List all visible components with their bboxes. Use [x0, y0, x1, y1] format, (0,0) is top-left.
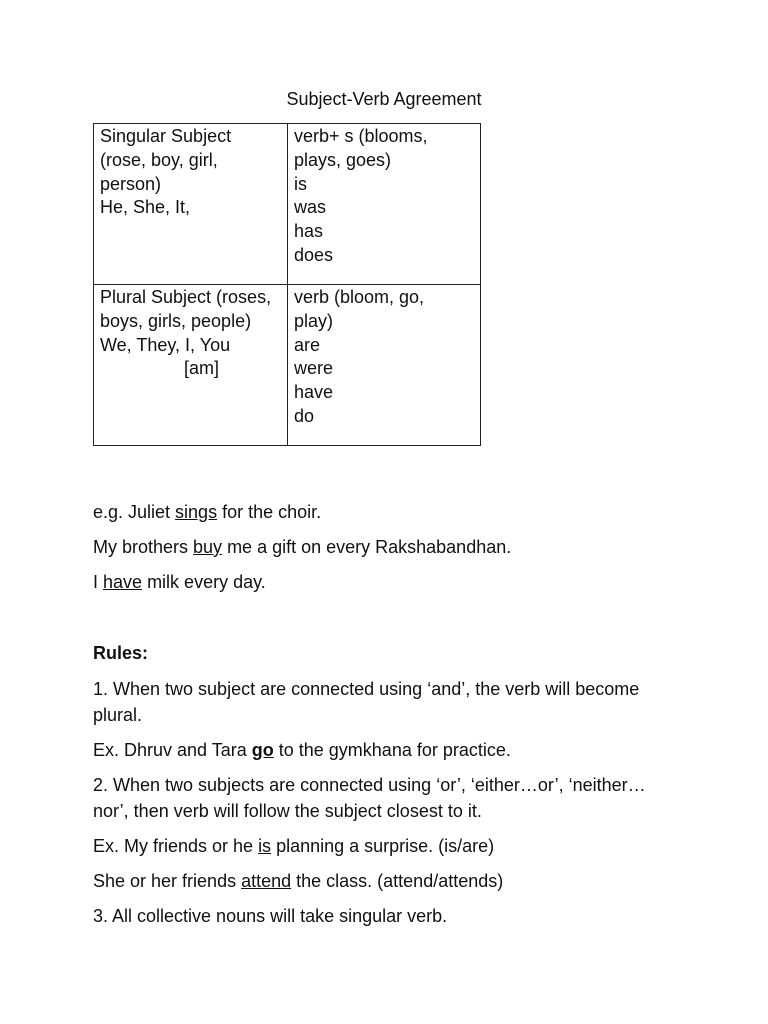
underlined-verb: buy [193, 537, 223, 557]
rule-1-example [93, 737, 693, 763]
underlined-verb: have [103, 572, 143, 592]
text-run: e.g. Juliet [93, 502, 176, 522]
cell-line: play) [294, 310, 334, 331]
cell-line: plays, goes) [294, 149, 392, 170]
rule-1 [93, 676, 693, 728]
cell-line: was [294, 197, 327, 218]
singular-subject-cell [94, 124, 288, 285]
cell-line: has [294, 221, 324, 242]
rule-2-example [93, 868, 693, 894]
rule-line: 1. When two subject are connected using ‘and’, the verb will become [93, 679, 640, 699]
cell-line: (rose, boy, girl, [100, 149, 218, 170]
text-run: Ex. My friends or he [93, 836, 259, 856]
rule-line: nor’, then verb will follow the subject closest to it. [93, 801, 482, 821]
cell-line: are [294, 334, 321, 355]
page-title: Subject-Verb Agreement [286, 89, 482, 109]
cell-line: person) [100, 173, 162, 194]
rules-heading: Rules: [93, 643, 149, 663]
rule-2-example [93, 833, 693, 859]
subject-verb-table [93, 123, 481, 446]
cell-line: [am] [184, 358, 220, 379]
underlined-verb: sings [175, 502, 218, 522]
text-run: Ex. Dhruv and Tara [93, 740, 252, 760]
rule-line: 2. When two subjects are connected using ‘or’, ‘either…or’, ‘neither… [93, 775, 646, 795]
cell-line: do [294, 405, 315, 426]
text-run: My brothers [93, 537, 194, 557]
example-sentence [93, 569, 693, 595]
text-run: I [93, 572, 104, 592]
text-run: planning a surprise. (is/are) [271, 836, 495, 856]
cell-line: boys, girls, people) [100, 310, 252, 331]
rule-line: plural. [93, 705, 143, 725]
underlined-verb: attend [241, 871, 292, 891]
cell-line: have [294, 382, 334, 403]
underlined-verb: is [258, 836, 272, 856]
text-run: the class. (attend/attends) [291, 871, 504, 891]
cell-line: is [294, 173, 307, 194]
cell-line: verb (bloom, go, [294, 287, 425, 307]
cell-line: He, She, It, [100, 197, 191, 218]
example-sentence [93, 534, 693, 560]
cell-line: We, They, I, You [100, 334, 231, 355]
cell-line: verb+ s (blooms, [294, 126, 428, 146]
underlined-verb: go [251, 740, 274, 760]
example-sentence [93, 499, 693, 525]
rule-3: 3. All collective nouns will take singular verb. [93, 906, 448, 926]
singular-verb-cell [288, 124, 481, 285]
text-run: to the gymkhana for practice. [273, 740, 511, 760]
table-row-plural [94, 285, 481, 446]
text-run: She or her friends [93, 871, 242, 891]
plural-verb-cell [288, 285, 481, 446]
plural-subject-cell [94, 285, 288, 446]
cell-line: Plural Subject (roses, [100, 287, 272, 307]
table-row-singular [94, 124, 481, 285]
cell-line: does [294, 244, 334, 265]
text-run: milk every day. [142, 572, 266, 592]
cell-line: were [294, 358, 334, 379]
text-run: for the choir. [217, 502, 322, 522]
text-run: me a gift on every Rakshabandhan. [222, 537, 512, 557]
cell-line: Singular Subject [100, 126, 232, 146]
rule-2 [93, 772, 693, 824]
